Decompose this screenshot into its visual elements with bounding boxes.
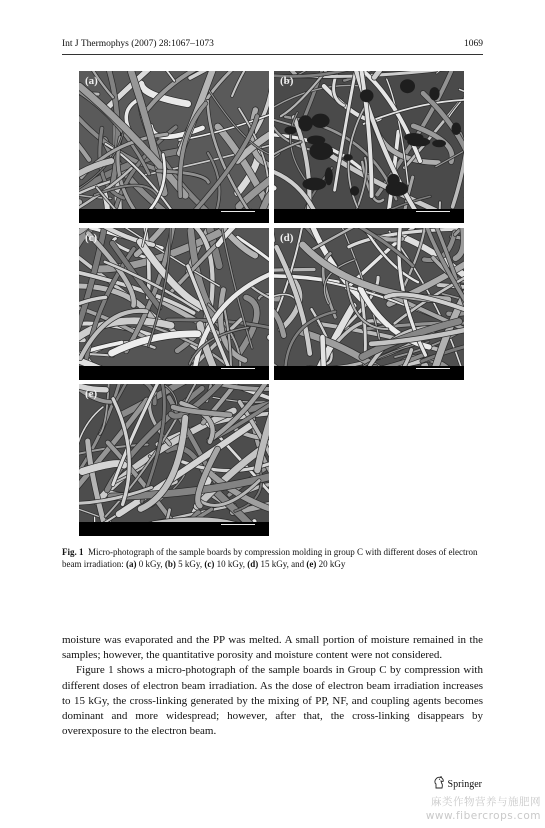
- panel-label: (b): [280, 75, 294, 87]
- page-number: 1069: [464, 39, 483, 49]
- journal-citation: Int J Thermophys (2007) 28:1067–1073: [62, 39, 214, 49]
- header-rule: [62, 54, 483, 55]
- caption-dose-c: 10 kGy,: [214, 559, 248, 569]
- figure-number: Fig. 1: [62, 547, 84, 557]
- scale-bar: [221, 368, 255, 369]
- sem-micrograph-image: [79, 384, 269, 522]
- scale-bar: [221, 524, 255, 525]
- sem-micrograph-image: [274, 71, 464, 209]
- sem-panel-d: [274, 228, 464, 380]
- caption-tag-e: (e): [306, 559, 317, 569]
- sem-panel-c: [79, 228, 269, 380]
- site-watermark: [426, 795, 541, 823]
- sem-info-bar: [79, 209, 269, 223]
- publisher-logo: [433, 776, 482, 792]
- watermark-line-1: 麻类作物营养与施肥网: [431, 796, 541, 808]
- caption-text: Micro-photograph of the sample boards by compression molding in group C with different doses of electron beam irradiation:: [62, 547, 478, 569]
- sem-info-bar: [274, 366, 464, 380]
- caption-tag-d: (d): [247, 559, 259, 569]
- sem-info-bar: [274, 209, 464, 223]
- panel-label: (d): [280, 232, 294, 244]
- sem-info-bar: [79, 522, 269, 536]
- caption-tag-b: (b): [164, 559, 176, 569]
- panel-label: (e): [85, 388, 98, 400]
- paragraph: moisture was evaporated and the PP was melted. A small portion of moisture remained in the samples; however, the quantitative porosity and moisture content were not considered.: [62, 634, 483, 662]
- publisher-name: Springer: [447, 778, 482, 790]
- sem-panel-a: [79, 71, 269, 223]
- panel-label: (a): [85, 75, 98, 87]
- caption-dose-b: 5 kGy,: [175, 559, 205, 569]
- scale-bar: [416, 368, 450, 369]
- sem-panel-e: [79, 384, 269, 536]
- springer-knight-icon: [433, 776, 445, 792]
- watermark-line-2: www.fibercrops.com: [425, 810, 541, 822]
- caption-tag-c: (c): [204, 559, 215, 569]
- sem-panel-b: [274, 71, 464, 223]
- sem-micrograph-image: [79, 71, 269, 209]
- figure-caption: [62, 546, 482, 570]
- caption-tag-a: (a): [125, 559, 137, 569]
- sem-info-bar: [79, 366, 269, 380]
- scale-bar: [221, 211, 255, 212]
- paragraph: Figure 1 shows a micro-photograph of the sample boards in Group C by compression with different doses of electron beam irradiation. As the dose of electron beam irradiation increases to 15 kGy, the cross-linking generated by the mixing of PP, NF, and coupling agents becomes dominant and more widespread; however, after that, the cross-linking disappears by overexposure to the electron beam.: [62, 664, 483, 738]
- scale-bar: [416, 211, 450, 212]
- body-text: [62, 633, 483, 739]
- running-header: [62, 39, 483, 55]
- caption-dose-d: 15 kGy, and: [258, 559, 307, 569]
- panel-label: (c): [85, 232, 98, 244]
- sem-micrograph-image: [79, 228, 269, 366]
- sem-micrograph-image: [274, 228, 464, 366]
- caption-dose-e: 20 kGy: [316, 559, 346, 569]
- caption-dose-a: 0 kGy,: [136, 559, 165, 569]
